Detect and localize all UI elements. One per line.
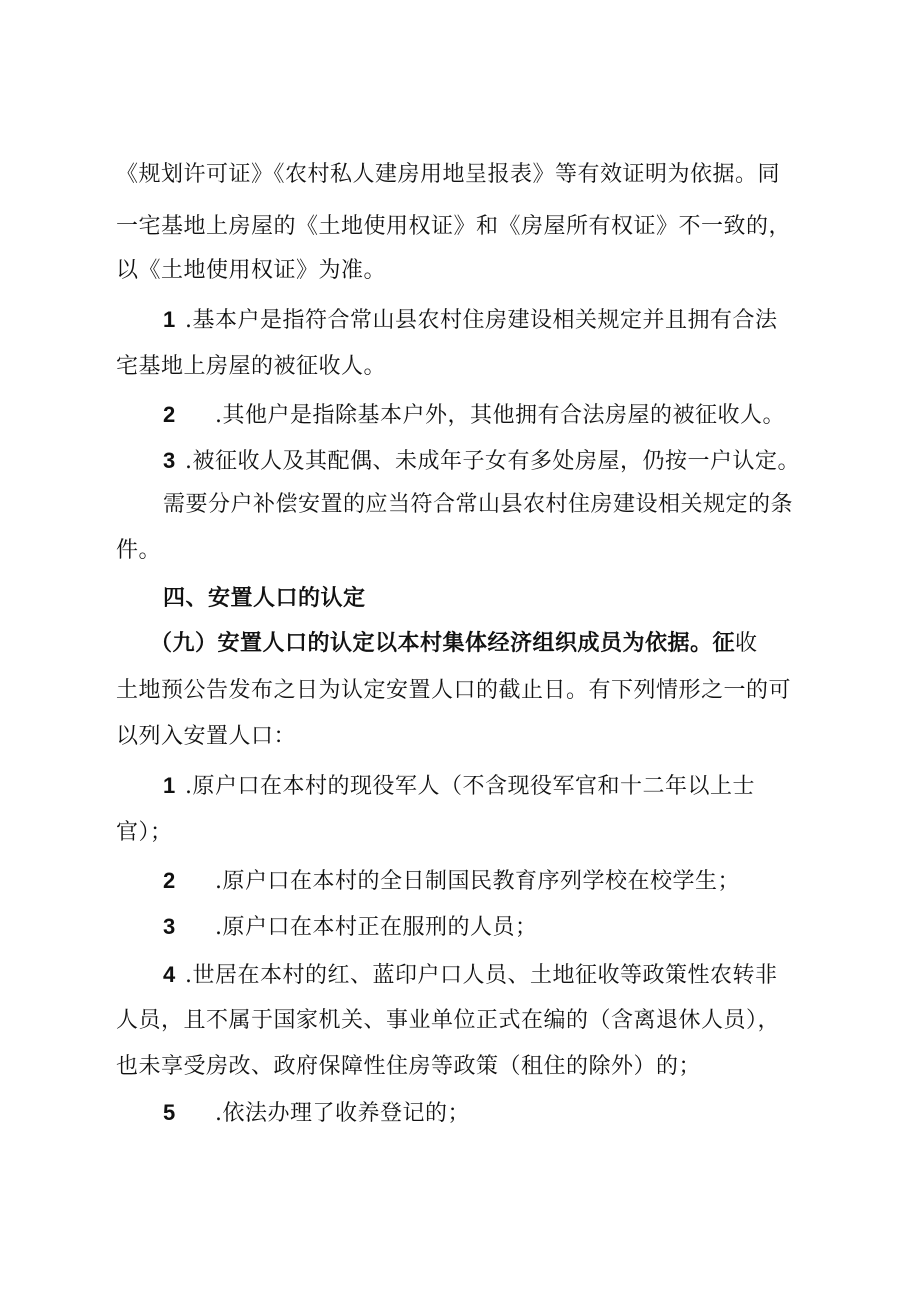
paragraph-line: 以列入安置人口： [116,724,297,749]
item-text: .被征收人及其配偶、未成年子女有多处房屋，仍按一户认定。 [185,449,800,474]
list-item [163,446,863,477]
item-text: .世居在本村的红、蓝印户口人员、土地征收等政策性农转非 [185,963,778,988]
paragraph-line: 以《土地使用权证》为准。 [116,258,387,283]
item-number: 3 [163,914,176,939]
clause-normal-text: 收 [735,631,758,656]
item-text: .基本户是指符合常山县农村住房建设相关规定并且拥有合法 [185,308,778,333]
list-item [163,771,863,802]
item-text-continuation: 宅基地上房屋的被征收人。 [116,354,387,379]
list-item [163,866,863,897]
paragraph-line: 一宅基地上房屋的《土地使用权证》和《房屋所有权证》不一致的， [116,214,792,239]
list-item [163,912,863,943]
paragraph-line: 土地预公告发布之日为认定安置人口的截止日。有下列情形之一的可 [116,678,792,703]
item-text-continuation: 人员，且不属于国家机关、事业单位正式在编的（含离退休人员）， [116,1008,781,1033]
item-number: 2 [163,868,176,893]
item-text: .其他户是指除基本户外，其他拥有合法房屋的被征收人。 [215,403,785,428]
clause-heading [150,628,850,659]
item-text: .原户口在本村正在服刑的人员； [215,915,538,940]
list-item [163,305,863,336]
list-item [163,960,863,991]
item-number: 2 [163,402,176,427]
item-number: 1 [163,307,176,332]
item-text: .依法办理了收养登记的； [215,1101,470,1126]
item-number: 5 [163,1100,176,1125]
item-text-continuation: 官）； [116,820,173,845]
item-text-continuation: 也未享受房改、政府保障性住房等政策（租住的除外）的； [116,1054,702,1079]
item-number: 4 [163,962,176,987]
item-number: 1 [163,773,176,798]
item-text: .原户口在本村的全日制国民教育序列学校在校学生； [215,869,740,894]
paragraph-line: 件。 [116,538,162,563]
paragraph-line: 需要分户补偿安置的应当符合常山县农村住房建设相关规定的条 [163,492,794,517]
item-number: 3 [163,448,176,473]
list-item [163,1098,863,1129]
section-heading: 四、安置人口的认定 [163,585,366,611]
item-text: .原户口在本村的现役军人（不含现役军官和十二年以上士 [185,774,755,799]
list-item [163,400,863,431]
clause-bold-text: （九）安置人口的认定以本村集体经济组织成员为依据。征 [150,630,736,656]
paragraph-line: 《规划许可证》《农村私人建房用地呈报表》等有效证明为依据。同 [116,162,781,187]
